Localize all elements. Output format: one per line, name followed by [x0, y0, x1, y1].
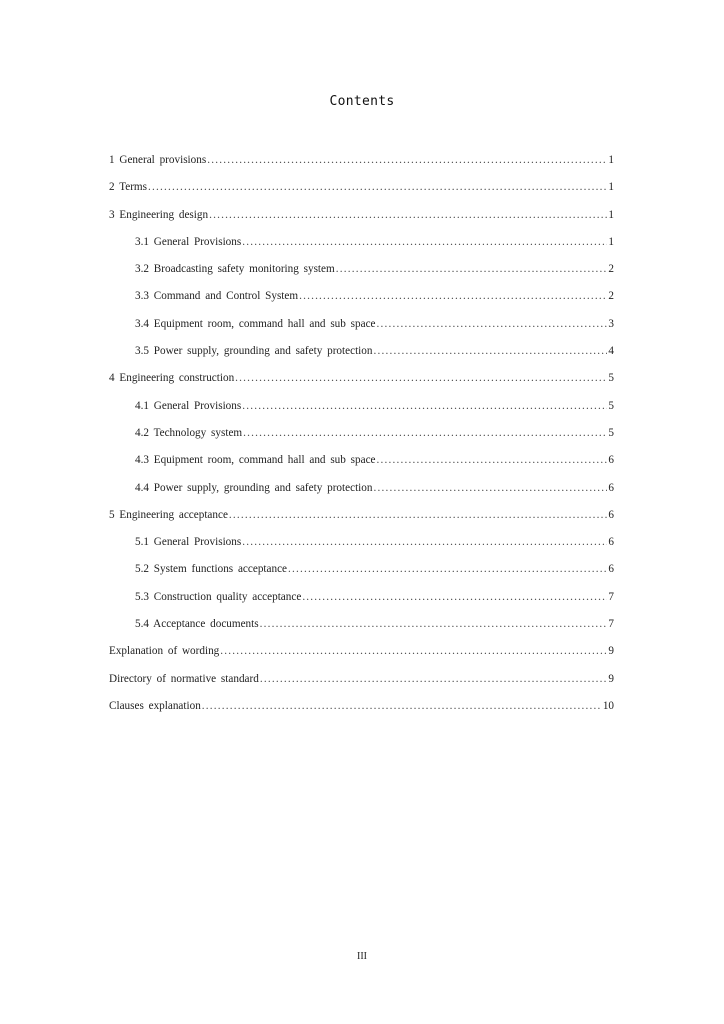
toc-dot-leader [302, 584, 607, 611]
toc-entry[interactable] [109, 638, 614, 665]
toc-dot-leader [242, 529, 607, 556]
toc-dot-leader [209, 202, 607, 229]
toc-entry-page: 1 [608, 181, 614, 194]
toc-entry-label: 3.4 Equipment room, command hall and sub space [135, 317, 376, 330]
toc-entry-label: 3.1 General Provisions [135, 235, 242, 248]
toc-entry[interactable] [109, 611, 614, 638]
toc-dot-leader [299, 283, 607, 310]
toc-entry-label: 4.3 Equipment room, command hall and sub space [135, 454, 376, 467]
toc-entry[interactable] [109, 229, 614, 256]
toc-dot-leader [373, 475, 607, 502]
toc-entry[interactable] [109, 256, 614, 283]
toc-entry-label: 4.4 Power supply, grounding and safety protection [135, 481, 373, 494]
toc-entry-page: 1 [608, 235, 614, 248]
toc-entry-page: 7 [608, 590, 614, 603]
toc-entry[interactable] [109, 529, 614, 556]
toc-entry-page: 4 [608, 345, 614, 358]
toc-dot-leader [235, 365, 607, 392]
toc-entry-label: 5.4 Acceptance documents [135, 618, 259, 631]
toc-entry-label: Clauses explanation [109, 699, 201, 712]
toc-entry-page: 2 [608, 263, 614, 276]
toc-dot-leader [288, 556, 607, 583]
toc-entry[interactable] [109, 420, 614, 447]
toc-entry[interactable] [109, 174, 614, 201]
toc-entry[interactable] [109, 393, 614, 420]
toc-entry-label: 5.3 Construction quality acceptance [135, 590, 302, 603]
toc-entry-label: 5 Engineering acceptance [109, 508, 228, 521]
contents-title: Contents [329, 94, 395, 109]
toc-entry[interactable] [109, 311, 614, 338]
toc-entry-label: 4.2 Technology system [135, 426, 243, 439]
toc-dot-leader [242, 393, 607, 420]
toc-dot-leader [242, 229, 607, 256]
toc-entry-label: 1 General provisions [109, 154, 207, 166]
toc-entry[interactable] [109, 147, 614, 174]
toc-entry[interactable] [109, 693, 614, 720]
toc-entry-label: 3.3 Command and Control System [135, 290, 299, 303]
toc-entry-label: Explanation of wording [109, 645, 220, 658]
toc-entry-page: 5 [608, 426, 614, 439]
toc-entry-label: Directory of normative standard [109, 672, 259, 685]
toc-entry[interactable] [109, 666, 614, 693]
toc-entry-page: 5 [608, 399, 614, 412]
toc-entry[interactable] [109, 338, 614, 365]
toc-entry-label: 4 Engineering construction [109, 372, 235, 385]
table-of-contents [109, 147, 614, 720]
toc-dot-leader [207, 147, 607, 174]
toc-entry-page: 9 [608, 645, 614, 658]
toc-entry[interactable] [109, 283, 614, 310]
toc-dot-leader [243, 420, 607, 447]
toc-entry-page: 9 [608, 672, 614, 685]
toc-dot-leader [377, 311, 608, 338]
toc-dot-leader [229, 502, 607, 529]
page-number: III [357, 951, 367, 962]
toc-entry-page: 6 [608, 454, 614, 467]
toc-entry-label: 4.1 General Provisions [135, 399, 242, 412]
toc-dot-leader [336, 256, 608, 283]
toc-dot-leader [260, 666, 608, 693]
toc-entry[interactable] [109, 556, 614, 583]
toc-entry-page: 7 [608, 618, 614, 631]
toc-entry[interactable] [109, 202, 614, 229]
toc-dot-leader [220, 638, 607, 665]
toc-entry[interactable] [109, 365, 614, 392]
toc-entry-page: 1 [608, 208, 614, 221]
toc-dot-leader [148, 174, 607, 201]
toc-entry-page: 2 [608, 290, 614, 303]
toc-entry-label: 3.5 Power supply, grounding and safety protection [135, 345, 373, 358]
toc-entry-page: 3 [608, 317, 614, 330]
toc-entry[interactable] [109, 584, 614, 611]
toc-entry[interactable] [109, 475, 614, 502]
toc-entry-label: 5.2 System functions acceptance [135, 563, 288, 576]
toc-entry-page: 6 [608, 481, 614, 494]
toc-entry-label: 3 Engineering design [109, 208, 209, 221]
toc-dot-leader [202, 693, 602, 720]
toc-entry[interactable] [109, 502, 614, 529]
toc-dot-leader [260, 611, 608, 638]
toc-entry-label: 5.1 General Provisions [135, 536, 242, 549]
toc-dot-leader [377, 447, 608, 474]
toc-entry[interactable] [109, 447, 614, 474]
toc-entry-page: 6 [608, 563, 614, 576]
toc-entry-page: 5 [608, 372, 614, 385]
toc-dot-leader [373, 338, 607, 365]
toc-entry-page: 6 [608, 508, 614, 521]
toc-entry-label: 2 Terms [109, 181, 147, 194]
toc-entry-page: 1 [608, 154, 614, 166]
toc-entry-page: 6 [608, 536, 614, 549]
toc-entry-page: 10 [602, 699, 614, 712]
toc-entry-label: 3.2 Broadcasting safety monitoring system [135, 263, 335, 276]
